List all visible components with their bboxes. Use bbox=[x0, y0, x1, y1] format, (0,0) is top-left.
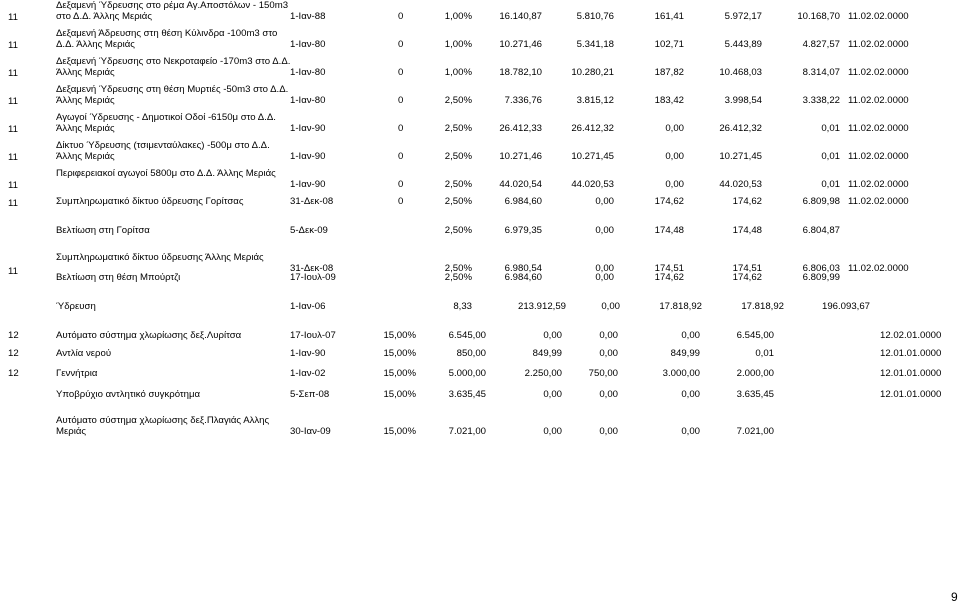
table-row bbox=[0, 112, 960, 136]
cell-v5: 10.271,45 bbox=[719, 151, 762, 162]
cell-date: 1-Ιαν-90 bbox=[290, 151, 326, 162]
cell-date: 17-Ιουλ-07 bbox=[290, 330, 336, 341]
cell-v3: 750,00 bbox=[588, 368, 618, 379]
cell-v1: 0 bbox=[398, 39, 404, 50]
cell-v4: 17.818,92 bbox=[659, 301, 702, 312]
cell-v2: 6.979,35 bbox=[504, 225, 542, 236]
cell-code: 12 bbox=[8, 330, 19, 341]
cell-v2: 0,00 bbox=[543, 389, 562, 400]
cell-v2: 0,00 bbox=[543, 426, 562, 437]
cell-v4: 0,00 bbox=[665, 179, 684, 190]
cell-date: 1-Ιαν-06 bbox=[290, 301, 326, 312]
cell-code: 11 bbox=[8, 266, 18, 277]
cell-desc: Αυτόματο σύστημα χλωρίωσης δεξ.Λυρίτσα bbox=[56, 330, 242, 341]
cell-v2: 6.984,60 bbox=[504, 272, 542, 283]
cell-v6: 6.804,87 bbox=[802, 225, 840, 236]
cell-v5: 174,51 bbox=[732, 263, 762, 274]
cell-v4: 183,42 bbox=[654, 95, 684, 106]
cell-rate: 2,50% bbox=[444, 196, 472, 207]
cell-desc: Συμπληρωματικό δίκτυο ύδρευσης Γορίτσας bbox=[56, 196, 244, 207]
cell-v3: 3.815,12 bbox=[576, 95, 614, 106]
cell-v6: 10.168,70 bbox=[797, 11, 840, 22]
cell-code: 11 bbox=[8, 96, 18, 107]
cell-acct: 11.02.02.0000 bbox=[848, 263, 909, 274]
cell-v5: 5.972,17 bbox=[724, 11, 762, 22]
table-row bbox=[0, 28, 960, 52]
cell-rate: 1,00% bbox=[444, 11, 472, 22]
cell-date: 5-Σεπ-08 bbox=[290, 389, 330, 400]
cell-v3: 10.280,21 bbox=[571, 67, 614, 78]
cell-date: 30-Ιαν-09 bbox=[290, 426, 331, 437]
cell-code: 11 bbox=[8, 68, 18, 79]
cell-code: 11 bbox=[8, 198, 18, 209]
cell-rate: 7.021,00 bbox=[448, 426, 486, 437]
cell-v6: 3.338,22 bbox=[802, 95, 840, 106]
cell-v6: 8.314,07 bbox=[802, 67, 840, 78]
cell-date: 31-Δεκ-08 bbox=[290, 263, 334, 274]
cell-rate: 5.000,00 bbox=[448, 368, 486, 379]
cell-v5: 5.443,89 bbox=[724, 39, 762, 50]
cell-code: 12 bbox=[8, 368, 19, 379]
cell-acct: 11.02.02.0000 bbox=[848, 179, 909, 190]
cell-v2: 213.912,59 bbox=[517, 301, 566, 312]
cell-v3: 5.341,18 bbox=[576, 39, 614, 50]
cell-v6: 6.809,99 bbox=[802, 272, 840, 283]
cell-desc: Δεξαμενή Ύδρευσης στο ρέμα Αγ.Αποστόλων - 150m3 στο Δ.Δ. Άλλης Μεριάς bbox=[56, 0, 289, 22]
cell-date: 1-Ιαν-90 bbox=[290, 348, 326, 359]
cell-v1: 15,00% bbox=[383, 389, 416, 400]
table-row bbox=[0, 225, 960, 237]
cell-v5: 44.020,53 bbox=[719, 179, 762, 190]
cell-rate: 1,00% bbox=[444, 67, 472, 78]
cell-acct: 12.01.01.0000 bbox=[880, 389, 942, 400]
cell-v6: 0,01 bbox=[821, 151, 840, 162]
cell-date: 5-Δεκ-09 bbox=[290, 225, 328, 236]
table-row bbox=[0, 330, 960, 342]
cell-v4: 161,41 bbox=[654, 11, 684, 22]
cell-v5: 0,01 bbox=[755, 348, 774, 359]
cell-date: 1-Ιαν-90 bbox=[290, 123, 326, 134]
cell-acct: 11.02.02.0000 bbox=[848, 95, 909, 106]
cell-v1: 0 bbox=[398, 67, 404, 78]
cell-v2: 44.020,54 bbox=[499, 179, 542, 190]
cell-v5: 174,62 bbox=[732, 196, 762, 207]
cell-code: 11 bbox=[8, 152, 18, 163]
cell-rate: 3.635,45 bbox=[448, 389, 486, 400]
cell-v4: 174,51 bbox=[654, 263, 684, 274]
cell-v1: 0 bbox=[398, 123, 404, 134]
table-row bbox=[0, 168, 960, 192]
cell-rate: 6.545,00 bbox=[448, 330, 486, 341]
cell-acct: 12.01.01.0000 bbox=[880, 368, 942, 379]
table-row bbox=[0, 140, 960, 164]
cell-code: 12 bbox=[8, 348, 19, 359]
cell-desc: Δεξαμενή Ύδρευσης στη θέση Μυρτιές -50m3 στο Δ.Δ. Άλλης Μεριάς bbox=[56, 84, 289, 106]
cell-v5: 174,48 bbox=[732, 225, 762, 236]
cell-desc: Βελτίωση στη Γορίτσα bbox=[56, 225, 150, 236]
cell-v2: 18.782,10 bbox=[499, 67, 542, 78]
cell-acct: 11.02.02.0000 bbox=[848, 39, 909, 50]
cell-date: 1-Ιαν-90 bbox=[290, 179, 326, 190]
cell-desc: Δεξαμενή Ύδρευσης στο Νεκροταφείο -170m3 στο Δ.Δ. Άλλης Μεριάς bbox=[56, 56, 291, 78]
cell-desc: Περιφερειακοί αγωγοί 5800μ στο Δ.Δ. Άλλης Μεριάς bbox=[56, 168, 276, 179]
cell-v3: 10.271,45 bbox=[571, 151, 614, 162]
cell-v3: 0,00 bbox=[599, 426, 618, 437]
cell-v5: 10.468,03 bbox=[719, 67, 762, 78]
cell-rate: 2,50% bbox=[444, 225, 472, 236]
cell-v1: 0 bbox=[398, 95, 404, 106]
table-row bbox=[0, 56, 960, 80]
cell-v3: 26.412,32 bbox=[571, 123, 614, 134]
cell-v1: 0 bbox=[398, 11, 404, 22]
page-number: 9 bbox=[951, 590, 958, 604]
cell-v1: 15,00% bbox=[383, 368, 416, 379]
cell-date: 1-Ιαν-80 bbox=[290, 67, 326, 78]
cell-v6: 6.809,98 bbox=[802, 196, 840, 207]
cell-v3: 0,00 bbox=[595, 225, 614, 236]
cell-v1: 0 bbox=[398, 196, 404, 207]
cell-desc: Δίκτυο Ύδρευσης (τσιμενταύλακες) -500μ στο Δ.Δ. Άλλης Μεριάς bbox=[56, 140, 270, 162]
table-row bbox=[0, 272, 960, 284]
cell-acct: 12.01.01.0000 bbox=[880, 348, 942, 359]
cell-v5: 6.545,00 bbox=[736, 330, 774, 341]
cell-v2: 2.250,00 bbox=[524, 368, 562, 379]
cell-desc: Αυτόματο σύστημα χλωρίωσης δεξ.Πλαγιάς Αλλης Μεριάς bbox=[56, 415, 270, 437]
cell-v4: 174,62 bbox=[654, 272, 684, 283]
cell-v2: 7.336,76 bbox=[504, 95, 542, 106]
cell-v3: 0,00 bbox=[595, 196, 614, 207]
cell-rate: 2,50% bbox=[444, 263, 472, 274]
cell-rate: 850,00 bbox=[456, 348, 486, 359]
cell-v4: 0,00 bbox=[681, 330, 700, 341]
cell-v6: 196.093,67 bbox=[821, 301, 870, 312]
cell-acct: 11.02.02.0000 bbox=[848, 151, 909, 162]
cell-desc: Ύδρευση bbox=[56, 301, 96, 312]
cell-v1: 15,00% bbox=[383, 330, 416, 341]
cell-v1: 15,00% bbox=[383, 348, 416, 359]
cell-rate: 2,50% bbox=[444, 179, 472, 190]
cell-desc: Γεννήτρια bbox=[56, 368, 98, 379]
cell-acct: 12.02.01.0000 bbox=[880, 330, 942, 341]
cell-v4: 0,00 bbox=[681, 389, 700, 400]
cell-code: 11 bbox=[8, 40, 18, 51]
cell-v4: 849,99 bbox=[670, 348, 700, 359]
cell-code: 11 bbox=[8, 124, 18, 135]
cell-desc: Βελτίωση στη θέση Μπούρτζι bbox=[56, 272, 181, 283]
cell-v5: 7.021,00 bbox=[736, 426, 774, 437]
cell-v3: 0,00 bbox=[599, 348, 618, 359]
cell-v2: 16.140,87 bbox=[499, 11, 542, 22]
cell-rate: 2,50% bbox=[444, 151, 472, 162]
cell-v5: 17.818,92 bbox=[741, 301, 784, 312]
cell-v4: 187,82 bbox=[654, 67, 684, 78]
cell-v3: 0,00 bbox=[595, 272, 614, 283]
cell-acct: 11.02.02.0000 bbox=[848, 123, 909, 134]
cell-v6: 0,01 bbox=[821, 123, 840, 134]
table-row bbox=[0, 415, 960, 439]
cell-v3: 0,00 bbox=[595, 263, 614, 274]
cell-v6: 6.806,03 bbox=[802, 263, 840, 274]
cell-date: 1-Ιαν-02 bbox=[290, 368, 326, 379]
table-row bbox=[0, 348, 960, 360]
cell-desc: Συμπληρωματικό δίκτυο ύδρευσης Άλλης Μεριάς bbox=[56, 252, 264, 263]
cell-rate: 8,33 bbox=[453, 301, 472, 312]
cell-v3: 0,00 bbox=[601, 301, 620, 312]
cell-v2: 10.271,46 bbox=[499, 151, 542, 162]
cell-v6: 0,01 bbox=[821, 179, 840, 190]
cell-desc: Αντλία νερού bbox=[56, 348, 112, 359]
cell-v4: 174,62 bbox=[654, 196, 684, 207]
cell-desc: Υποβρύχιο αντλητικό συγκρότημα bbox=[56, 389, 201, 400]
table-row bbox=[0, 368, 960, 380]
cell-v4: 0,00 bbox=[665, 123, 684, 134]
cell-date: 17-Ιουλ-09 bbox=[290, 272, 336, 283]
cell-v2: 26.412,33 bbox=[499, 123, 542, 134]
cell-v3: 44.020,53 bbox=[571, 179, 614, 190]
cell-v4: 174,48 bbox=[654, 225, 684, 236]
cell-v5: 26.412,32 bbox=[719, 123, 762, 134]
cell-v2: 10.271,46 bbox=[499, 39, 542, 50]
cell-v6: 4.827,57 bbox=[802, 39, 840, 50]
cell-v5: 3.998,54 bbox=[724, 95, 762, 106]
table-row bbox=[0, 0, 960, 24]
cell-rate: 2,50% bbox=[444, 272, 472, 283]
cell-v5: 174,62 bbox=[732, 272, 762, 283]
cell-v4: 0,00 bbox=[665, 151, 684, 162]
table-row bbox=[0, 301, 960, 313]
cell-code: 11 bbox=[8, 12, 18, 23]
cell-v2: 0,00 bbox=[543, 330, 562, 341]
cell-v1: 0 bbox=[398, 151, 404, 162]
cell-v4: 102,71 bbox=[654, 39, 684, 50]
cell-v3: 5.810,76 bbox=[576, 11, 614, 22]
cell-v5: 3.635,45 bbox=[736, 389, 774, 400]
table-row bbox=[0, 389, 960, 401]
cell-desc: Δεξαμενή Άδρευσης στη θέση Κύλινδρα -100m3 στο Δ.Δ. Άλλης Μεριάς bbox=[56, 28, 278, 50]
cell-desc: Αγωγοί Ύδρευσης - Δημοτικοί Οδοί -6150μ στο Δ.Δ. Άλλης Μεριάς bbox=[56, 112, 276, 134]
cell-v4: 0,00 bbox=[681, 426, 700, 437]
cell-v5: 2.000,00 bbox=[736, 368, 774, 379]
table-row bbox=[0, 196, 960, 208]
cell-v4: 3.000,00 bbox=[662, 368, 700, 379]
cell-v2: 849,99 bbox=[532, 348, 562, 359]
cell-date: 1-Ιαν-80 bbox=[290, 39, 326, 50]
cell-rate: 2,50% bbox=[444, 123, 472, 134]
cell-v3: 0,00 bbox=[599, 389, 618, 400]
cell-v3: 0,00 bbox=[599, 330, 618, 341]
table-row bbox=[0, 84, 960, 108]
cell-v2: 6.984,60 bbox=[504, 196, 542, 207]
cell-acct: 11.02.02.0000 bbox=[848, 67, 909, 78]
cell-acct: 11.02.02.0000 bbox=[848, 11, 909, 22]
cell-code: 11 bbox=[8, 180, 18, 191]
cell-date: 31-Δεκ-08 bbox=[290, 196, 334, 207]
cell-v1: 15,00% bbox=[383, 426, 416, 437]
cell-date: 1-Ιαν-88 bbox=[290, 11, 326, 22]
cell-rate: 1,00% bbox=[444, 39, 472, 50]
cell-date: 1-Ιαν-80 bbox=[290, 95, 326, 106]
cell-v1: 0 bbox=[398, 179, 404, 190]
cell-rate: 2,50% bbox=[444, 95, 472, 106]
cell-v2: 6.980,54 bbox=[504, 263, 542, 274]
cell-acct: 11.02.02.0000 bbox=[848, 196, 909, 207]
